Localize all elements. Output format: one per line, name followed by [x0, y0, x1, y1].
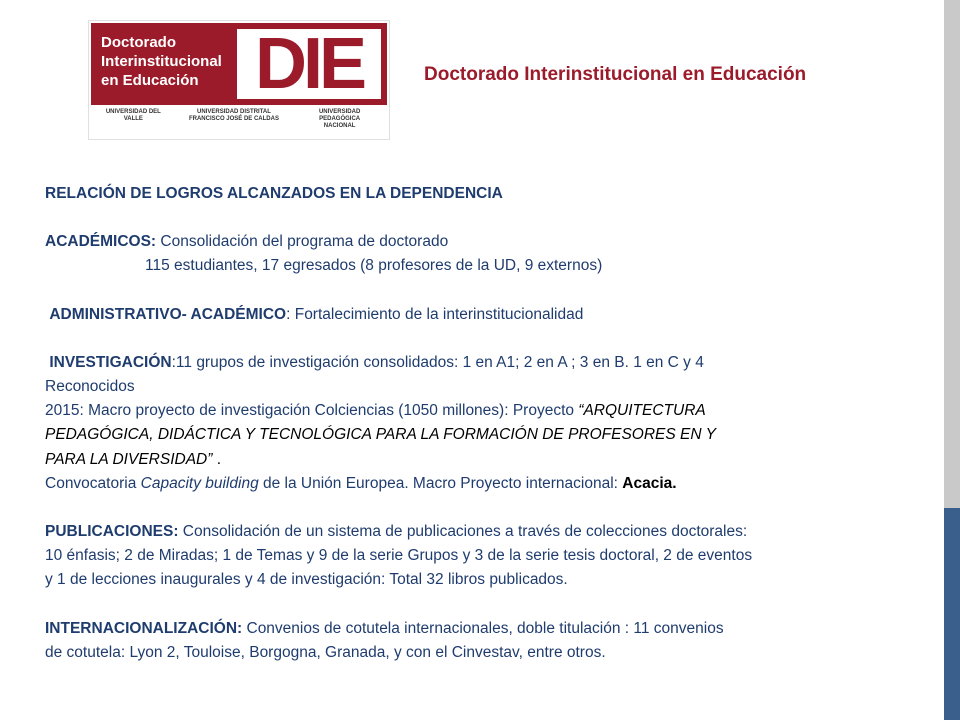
investigacion-line: [45, 351, 915, 375]
convocatoria-italic: Capacity building: [140, 474, 259, 492]
publicaciones-line3: y 1 de lecciones inaugurales y 4 de investigación: Total 32 libros publicados.: [45, 571, 568, 589]
logo-text-line1: Doctorado: [101, 34, 176, 51]
die-logo: [88, 20, 390, 140]
logo-university: UNIVERSIDAD PEDAGÓGICA NACIONAL: [318, 109, 361, 129]
publicaciones-label: PUBLICACIONES:: [45, 523, 179, 541]
internacional-line: [45, 617, 915, 641]
investigacion-label: INVESTIGACIÓN: [49, 353, 172, 371]
academicos-detail: 115 estudiantes, 17 egresados (8 profesores de la UD, 9 externos): [145, 257, 603, 275]
administrativo-label: ADMINISTRATIVO- ACADÉMICO: [49, 305, 287, 323]
academicos-text: Consolidación del programa de doctorado: [156, 233, 449, 251]
convocatoria-line: [45, 472, 915, 496]
macro-text: 2015: Macro proyecto de investigación Colciencias (1050 millones): Proyecto: [45, 402, 579, 420]
investigacion-text: :11 grupos de investigación consolidados: 1 en A1; 2 en A ; 3 en B. 1 en C y 4: [171, 353, 704, 371]
logo-university: UNIVERSIDAD DEL VALLE: [105, 109, 161, 122]
convocatoria-post: de la Unión Europea. Macro Proyecto internacional:: [258, 474, 623, 492]
macro-title-part3: PARA LA DIVERSIDAD”: [45, 450, 213, 468]
slide-content: [45, 182, 915, 665]
administrativo-text: : Fortalecimiento de la interinstitucionalidad: [286, 305, 584, 323]
section-heading: RELACIÓN DE LOGROS ALCANZADOS EN LA DEPENDENCIA: [45, 185, 503, 202]
administrativo-line: [45, 303, 915, 327]
logo-text: [101, 33, 237, 90]
right-edge-accent: [944, 508, 960, 720]
logo-text-line3: en Educación: [101, 72, 199, 89]
macro-title-line3: [45, 448, 915, 472]
logo-acronym-box: [237, 24, 381, 104]
internacional-line2: de cotutela: Lyon 2, Touloise, Borgogna, Granada, y con el Cinvestav, entre otros.: [45, 643, 606, 661]
page-title: Doctorado Interinstitucional en Educación: [424, 64, 807, 85]
acacia-project: Acacia.: [622, 474, 677, 492]
macro-title-part1: “ARQUITECTURA: [578, 402, 706, 420]
publicaciones-text: Consolidación de un sistema de publicaciones a través de colecciones doctorales:: [178, 523, 748, 541]
investigacion-cont: Reconocidos: [45, 378, 135, 396]
macro-title-part2: PEDAGÓGICA, DIDÁCTICA Y TECNOLÓGICA PARA LA FORMACIÓN DE PROFESORES EN Y: [45, 426, 716, 444]
academicos-line: [45, 230, 915, 254]
academicos-label: ACADÉMICOS:: [45, 233, 157, 251]
macro-title-end: .: [212, 450, 222, 468]
logo-banner: [91, 23, 387, 105]
logo-acronym: DIE: [254, 24, 364, 104]
internacional-text: Convenios de cotutela internacionales, doble titulación : 11 convenios: [242, 619, 724, 637]
publicaciones-line2: 10 énfasis; 2 de Miradas; 1 de Temas y 9 de la serie Grupos y 3 de la serie tesis doctoral, 2 de eventos: [45, 547, 753, 565]
internacional-label: INTERNACIONALIZACIÓN:: [45, 619, 243, 637]
logo-text-line2: Interinstitucional: [101, 53, 222, 70]
logo-universities: [93, 109, 385, 130]
publicaciones-line: [45, 520, 915, 544]
convocatoria-pre: Convocatoria: [45, 474, 141, 492]
macro-line: [45, 399, 915, 423]
logo-university: UNIVERSIDAD DISTRITAL FRANCISCO JOSÉ DE CALDAS: [188, 109, 279, 122]
